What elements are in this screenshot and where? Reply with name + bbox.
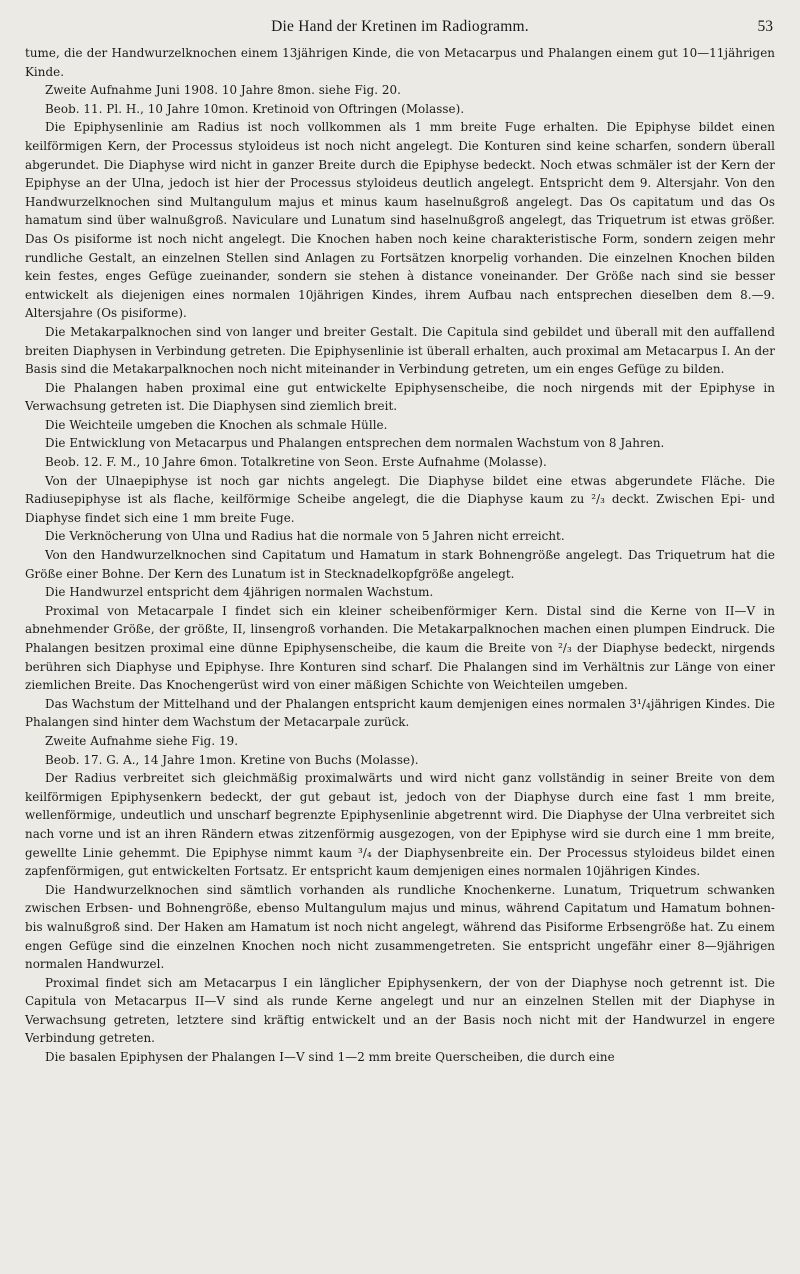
- paragraph: Von der Ulnaepiphyse ist noch gar nichts angelegt. Die Diaphyse bildet eine etwas abgerundete Fläche. Die Radiusepiphyse ist als flache, keilförmige Scheibe angelegt, die die Diaphyse kaum zu ²/₃ deckt. Zwischen Epi- und Diaphyse findet sich eine 1 mm breite Fuge.: [25, 473, 775, 525]
- paragraph: Die Entwicklung von Metacarpus und Phalangen entsprechen dem normalen Wachstum von 8 Jahren.: [45, 436, 665, 451]
- paragraph: Von den Handwurzelknochen sind Capitatum und Hamatum in stark Bohnengröße angelegt. Das Triquetrum hat die Größe einer Bohne. Der Kern des Lunatum ist in Stecknadelkopfgröße angelegt.: [25, 548, 775, 581]
- paragraph: Die Metakarpalknochen sind von langer und breiter Gestalt. Die Capitula sind gebildet und überall mit den auffallend breiten Diaphysen in Verbindung getreten. Die Epiphysenlinie ist überall erhalten, auch proximal am Metacarpus I. An der Basis sind die Metakarpalknochen noch nicht miteinander in Verbindung getreten, um ein enges Gefüge zu bilden.: [25, 324, 775, 377]
- running-title: Die Hand der Kretinen im Radiogramm.: [271, 18, 529, 35]
- paragraph: Die Handwurzel entspricht dem 4jährigen normalen Wachstum.: [45, 585, 434, 600]
- body-text: [25, 44, 775, 1067]
- paragraph: Zweite Aufnahme Juni 1908. 10 Jahre 8mon. siehe Fig. 20.: [45, 83, 401, 98]
- paragraph: Proximal findet sich am Metacarpus I ein länglicher Epiphysenkern, der von der Diaphyse noch getrennt ist. Die Capitula von Metacarpus II—V sind als runde Kerne angelegt und nur an einzelnen Stellen mit der Diaphyse in Verwachsung getreten, letztere sind kräftig entwickelt und an der Basis noch nicht mit der Handwurzel in engere Verbindung getreten.: [25, 975, 775, 1046]
- paragraph: Zweite Aufnahme siehe Fig. 19.: [45, 733, 239, 748]
- paragraph: Die basalen Epiphysen der Phalangen I—V sind 1—2 mm breite Querscheiben, die durch eine: [45, 1050, 615, 1065]
- paragraph: Beob. 17. G. A., 14 Jahre 1mon. Kretine von Buchs (Molasse).: [45, 752, 419, 767]
- paragraph: tume, die der Handwurzelknochen einem 13jährigen Kinde, die von Metacarpus und Phalangen einem gut 10—11jährigen Kinde.: [25, 46, 775, 79]
- paragraph: Beob. 11. Pl. H., 10 Jahre 10mon. Kretinoid von Oftringen (Molasse).: [45, 101, 465, 116]
- paragraph: Die Handwurzelknochen sind sämtlich vorhanden als rundliche Knochenkerne. Lunatum, Triquetrum schwanken zwischen Erbsen- und Bohnengröße, ebenso Multangulum majus und minus, während Capitatum und Hamatum bohnen- bis walnußgroß sind. Der Haken am Hamatum ist noch nicht angelegt, während das Pisiforme Erbsengröße hat. Zu einem engen Gefüge sind die einzelnen Knochen noch nicht zusammengetreten. Sie entspricht ungefähr einer 8—9jährigen normalen Handwurzel.: [25, 882, 775, 972]
- paragraph: Proximal von Metacarpale I findet sich ein kleiner scheibenförmiger Kern. Distal sind die Kerne von II—V in abnehmender Größe, der größte, II, linsengroß vorhanden. Die Metakarpalknochen machen einen plumpen Eindruck. Die Phalangen besitzen proximal eine dünne Epiphysenscheibe, die kaum die Breite von ²/₃ der Diaphyse bedeckt, nirgends berühren sich Diaphyse und Epiphyse. Ihre Konturen sind scharf. Die Phalangen sind im Verhältnis zur Länge von einer ziemlichen Breite. Das Knochengerüst wird von einer mäßigen Schichte von Weichteilen umgeben.: [25, 603, 775, 693]
- page-number: 53: [757, 18, 773, 35]
- paragraph: Der Radius verbreitet sich gleichmäßig proximalwärts und wird nicht ganz vollständig in seiner Breite von dem keilförmigen Epiphysenkern bedeckt, der gut gebaut ist, jedoch von der Diaphyse durch eine fast 1 mm breite, wellenförmige, undeutlich und unscharf begrenzte Epiphysenlinie abgetrennt wird. Die Diaphyse der Ulna verbreitet sich nach vorne und ist an ihren Rändern etwas zitzenförmig ausgezogen, von der Epiphyse wird sie durch eine 1 mm breite, gewellte Linie gehemmt. Die Epiphyse nimmt kaum ³/₄ der Diaphysenbreite ein. Der Processus styloideus bildet einen zapfenförmigen, gut entwickelten Fortsatz. Er entspricht kaum demjenigen eines normalen 10jährigen Kindes.: [25, 771, 775, 879]
- page-header: [25, 12, 775, 44]
- paragraph: Die Phalangen haben proximal eine gut entwickelte Epiphysenscheibe, die noch nirgends mit der Epiphyse in Verwachsung getreten ist. Die Diaphysen sind ziemlich breit.: [25, 380, 775, 414]
- paragraph: Das Wachstum der Mittelhand und der Phalangen entspricht kaum demjenigen eines normalen 3¹/₄jährigen Kindes. Die Phalangen sind hinter dem Wachstum der Metacarpale zurück.: [25, 696, 775, 730]
- paragraph: Beob. 12. F. M., 10 Jahre 6mon. Totalkretine von Seon. Erste Aufnahme (Molasse).: [45, 455, 547, 470]
- paragraph: Die Weichteile umgeben die Knochen als schmale Hülle.: [45, 417, 388, 432]
- paragraph: Die Epiphysenlinie am Radius ist noch vollkommen als 1 mm breite Fuge erhalten. Die Epiphyse bildet einen keilförmigen Kern, der Processus styloideus ist noch nicht angelegt. Die Konturen sind keine scharfen, sondern überall abgerundet. Die Diaphyse wird nicht in ganzer Breite durch die Epiphyse bedeckt. Noch etwas schmäler ist der Kern der Epiphyse an der Ulna, jedoch ist hier der Processus styloideus deutlich angelegt. Entspricht dem 9. Altersjahr. Von den Handwurzelknochen sind Multangulum majus et minus kaum haselnußgroß angelegt. Das Os capitatum und das Os hamatum sind über walnußgroß. Naviculare und Lunatum sind haselnußgroß angelegt, das Triquetrum ist etwas größer. Das Os pisiforme ist noch nicht angelegt. Die Knochen haben noch keine charakteristische Form, sondern zeigen mehr rundliche Gestalt, an einzelnen Stellen sind Anlagen zu Fortsätzen knorpelig vorhanden. Die einzelnen Knochen bilden kein festes, enges Gefüge zueinander, sondern sie stehen à distance voneinander. Der Größe nach sind sie besser entwickelt als diejenigen eines normalen 10jährigen Kindes, ihrem Aufbau nach entsprechen dieselben dem 8.—9. Altersjahre (Os pisiforme).: [25, 120, 775, 321]
- paragraph: Die Verknöcherung von Ulna und Radius hat die normale von 5 Jahren nicht erreicht.: [45, 529, 565, 544]
